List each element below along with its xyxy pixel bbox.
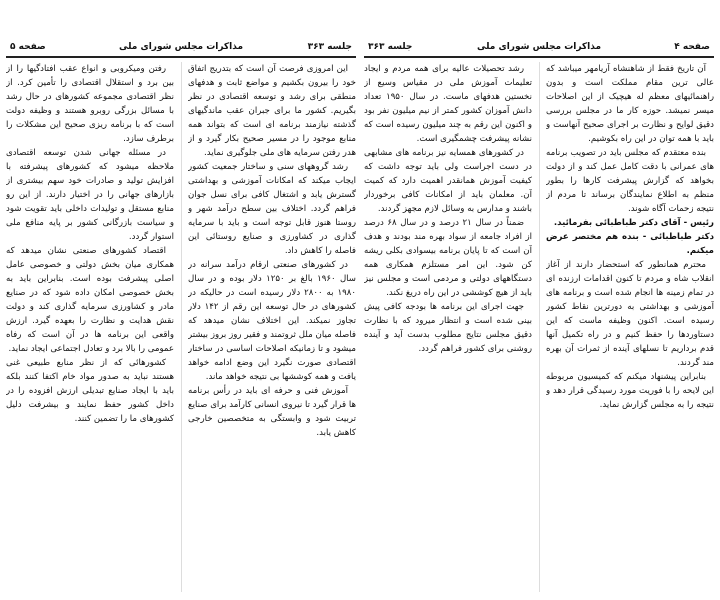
page-header (6, 40, 356, 58)
text-column (188, 62, 356, 592)
text-column (6, 62, 174, 592)
paragraph: رشد گروههای سنی و ساختار جمعیت کشور ایجاب میکند که امکانات آموزشی و بهداشتی گسترش یابد و اشتغال کافی برای نسل جوان فراهم گردد. اختلاف بین سطح درآمد شهر و روستا هنوز قابل توجه است و باید با سرمایه گذاری در کشاورزی و صنایع روستائی این فاصله را کاهش داد. (188, 162, 356, 256)
text-column (546, 62, 714, 592)
paragraph: در کشورهای همسایه نیز برنامه های مشابهی در دست اجراست ولی باید توجه داشت که کیفیت آموزش همانقدر اهمیت دارد که کمیت آن. معلمان باید از امکانات کافی برخوردار باشند و مدارس به وسائل لازم مجهز گردند. (364, 148, 532, 214)
speaker-line: دکتر طباطبائی - بنده هم مختصر عرض میکنم. (546, 232, 714, 256)
running-title: مذاکرات مجلس شورای ملی (476, 42, 602, 52)
left-page (6, 40, 356, 596)
paragraph: رشد تحصیلات عالیه برای همه مردم و ایجاد تعلیمات آموزش ملی در مقیاس وسیع از نخستین هدفهای ماست. در سال ۱۹۵۰ تعداد دانش آموزان کشور کمتر از نیم میلیون نفر بود و اکنون این رقم به چند میلیون رسیده است که نشانه پیشرفت چشمگیری است. (364, 64, 532, 144)
page-number: صفحه ۴ (674, 42, 710, 52)
running-title: مذاکرات مجلس شورای ملی (118, 42, 244, 52)
paragraph: در مسئله جهانی شدن توسعه اقتصادی ملاحظه میشود که کشورهای پیشرفته با افزایش تولید و صادرات خود سهم بیشتری از بازارهای جهانی را در اختیار دارند. از این رو منابع مستقل و تولیدات داخلی باید تقویت شود و سیاست بازرگانی کشور بر پایه منافع ملی استوار گردد. (6, 148, 174, 242)
paragraph: این امروزی فرصت آن است که بتدریج اتفاق خود را بیرون بکشیم و مواضع ثابت و هدفهای منطقی برای رشد و توسعه اقتصادی در نظر بگیریم. کشور ما برای جبران عقب ماندگیهای گذشته نیازمند برنامه ای است که بتواند همه منابع موجود را در مسیر صحیح بکار گیرد و از هدر رفتن سرمایه های ملی جلوگیری نماید. (188, 64, 356, 158)
speaker-line: رئیس - آقای دکتر طباطبائی بفرمائید. (553, 218, 714, 228)
page-number: صفحه ۵ (10, 42, 46, 52)
session-number: جلسه ۳۶۳ (368, 42, 413, 52)
paragraph: محترم همانطور که استحضار دارند از آغاز انقلاب شاه و مردم تا کنون اقدامات ارزنده ای در تمام زمینه ها انجام شده است و برنامه های آموزشی و بهداشتی به دورترین نقاط کشور رسیده است. اکنون وظیفه ماست که این دستاوردها را حفظ کنیم و در راه تکمیل آنها قدم برداریم تا نسلهای آینده از ثمرات آن بهره مند گردند. (546, 260, 714, 368)
session-number: جلسه ۳۶۳ (307, 42, 352, 52)
paragraph: بنابراین پیشنهاد میکنم که کمیسیون مربوطه این لایحه را با فوریت مورد رسیدگی قرار دهد و نتیجه را به مجلس گزارش نماید. (546, 372, 714, 410)
text-column (364, 62, 532, 592)
paragraph: در کشورهای صنعتی ارقام درآمد سرانه در سال ۱۹۶۰ بالغ بر ۱۲۵۰ دلار بوده و در سال ۱۹۸۰ به ۲۸۰۰ دلار رسیده است در حالیکه در کشورهای در حال توسعه این رقم از ۱۴۲ دلار تجاوز نمیکند. این اختلاف نشان میدهد که فاصله میان ملل ثروتمند و فقیر روز بروز بیشتر میشود و تا زمانیکه اصلاحات اساسی در ساختار اقتصادی صورت نگیرد این وضع ادامه خواهد یافت و همه کوششها بی نتیجه خواهد ماند. (188, 260, 356, 382)
paragraph: کشورهائی که از نظر منابع طبیعی غنی هستند نباید به صدور مواد خام اکتفا کنند بلکه باید با ایجاد صنایع تبدیلی ارزش افزوده را در داخل کشور حفظ نمایند و بیشرفت دلیل کشورهای ما را تضمین کنند. (6, 358, 174, 424)
page-header (364, 40, 714, 58)
column-divider (539, 62, 540, 592)
paragraph: اقتصاد کشورهای صنعتی نشان میدهد که همکاری میان بخش دولتی و خصوصی عامل اصلی پیشرفت بوده است. بنابراین باید به بخش خصوصی امکان داده شود که در صنایع مادر و کشاورزی سرمایه گذاری کند و دولت نقش هدایت و نظارت را بعهده گیرد. ارزش واقعی این برنامه ها در آن است که رفاه عمومی را بالا برد و تعادل اجتماعی ایجاد نماید. (6, 246, 174, 354)
paragraph: رفتن ومیکروبی و انواع عقب افتادگیها را از بین برد و استقلال اقتصادی را تأمین کرد. از نظر اقتصادی مجموعه کشورهای در حال رشد با مسائل بزرگی روبرو هستند و وظیفه دولت است که با برنامه ریزی صحیح این مشکلات را برطرف سازد. (6, 64, 174, 144)
paragraph: بنده معتقدم که مجلس باید در تصویب برنامه های عمرانی با دقت کامل عمل کند و از دولت بخواهد که گزارش پیشرفت کارها را بطور منظم به اطلاع نمایندگان برساند تا مردم از نتیجه زحمات آگاه شوند. (546, 148, 714, 214)
paragraph: جهت اجرای این برنامه ها بودجه کافی پیش بینی شده است و انتظار میرود که با نظارت دقیق مجلس نتایج مطلوب بدست آید و آینده روشنی برای کشور فراهم گردد. (364, 302, 532, 354)
right-page (364, 40, 714, 596)
column-divider (181, 62, 182, 592)
paragraph: آن تاریخ فقط از شاهنشاه آریامهر میباشد که عالی ترین مقام مملکت است و بدون راهنمائیهای معظم له هیچیک از این اصلاحات میسر نمیشد. حوزه کار ما در مجلس بررسی دقیق لوایح و نظارت بر اجرای صحیح آنهاست و باید با همه توان در این راه بکوشیم. (546, 64, 714, 144)
paragraph: ضمناً در سال ۲۱ درصد و در سال ۶۸ درصد از افراد جامعه از سواد بهره مند بودند و هدف آن است که تا پایان برنامه بیسوادی بکلی ریشه کن شود. این امر مستلزم همکاری همه دستگاههای دولتی و مردمی است و مجلس نیز باید از هیچ کوششی در این راه دریغ نکند. (364, 218, 532, 298)
paragraph: آموزش فنی و حرفه ای باید در رأس برنامه ها قرار گیرد تا نیروی انسانی کارآمد برای صنایع تربیت شود و وابستگی به متخصصین خارجی کاهش یابد. (188, 386, 356, 438)
